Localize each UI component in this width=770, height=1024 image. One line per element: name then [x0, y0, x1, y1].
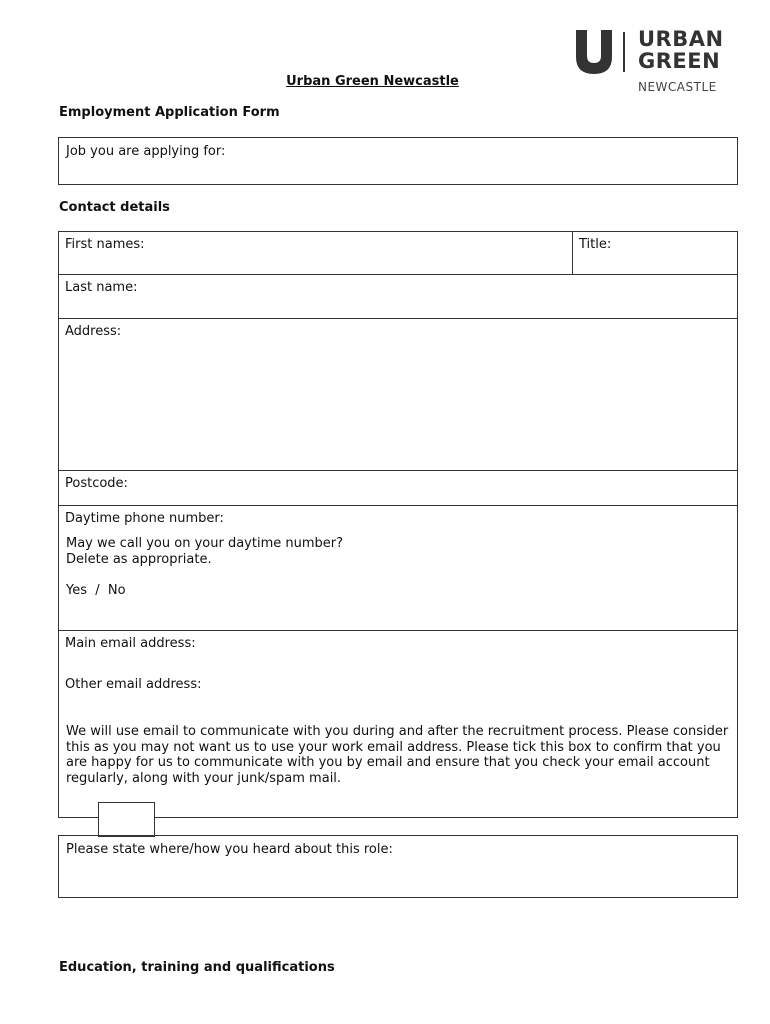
urban-green-logo [574, 27, 744, 100]
last-name-field[interactable] [58, 274, 738, 318]
call-question: May we call you on your daytime number? [66, 536, 343, 551]
education-heading: Education, training and qualifications [59, 960, 335, 975]
other-email-field[interactable] [58, 677, 738, 711]
daytime-phone-label: Daytime phone number: [65, 511, 224, 526]
logo-u-mark-icon [574, 30, 614, 74]
email-consent-checkbox[interactable] [98, 802, 155, 837]
job-applying-label: Job you are applying for: [66, 144, 226, 159]
delete-note: Delete as appropriate. [66, 552, 212, 567]
email-notice: We will use email to communicate with you during and after the recruitment process. Please consider this as you may not want us to use your work email address. Please tick this box to confirm that you are happy for us to communicate with you by email and ensure that you check your email account regularly, along with your junk/spam mail. [66, 724, 729, 786]
logo-subtitle: NEWCASTLE [638, 80, 717, 94]
first-names-field[interactable] [58, 231, 572, 275]
yes-no-choice[interactable]: Yes / No [66, 583, 126, 598]
other-email-label: Other email address: [65, 677, 202, 692]
logo-wordmark [638, 28, 724, 72]
heard-about-label: Please state where/how you heard about this role: [66, 842, 393, 857]
daytime-phone-field[interactable] [58, 505, 738, 630]
address-field[interactable] [58, 318, 738, 470]
title-label: Title: [579, 237, 612, 252]
logo-separator [623, 32, 625, 72]
logo-line-green: GREEN [638, 49, 721, 73]
address-label: Address: [65, 324, 122, 339]
document-title: Urban Green Newcastle [286, 74, 459, 89]
postcode-label: Postcode: [65, 476, 128, 491]
first-names-label: First names: [65, 237, 145, 252]
postcode-field[interactable] [58, 470, 738, 505]
main-email-label: Main email address: [65, 636, 196, 651]
form-heading: Employment Application Form [59, 105, 280, 120]
logo-line-urban: URBAN [638, 27, 724, 51]
title-field[interactable] [572, 231, 738, 275]
heard-about-field[interactable] [58, 835, 738, 898]
last-name-label: Last name: [65, 280, 138, 295]
contact-details-heading: Contact details [59, 200, 170, 215]
job-applying-field[interactable] [58, 137, 738, 185]
main-email-field[interactable] [58, 630, 738, 670]
